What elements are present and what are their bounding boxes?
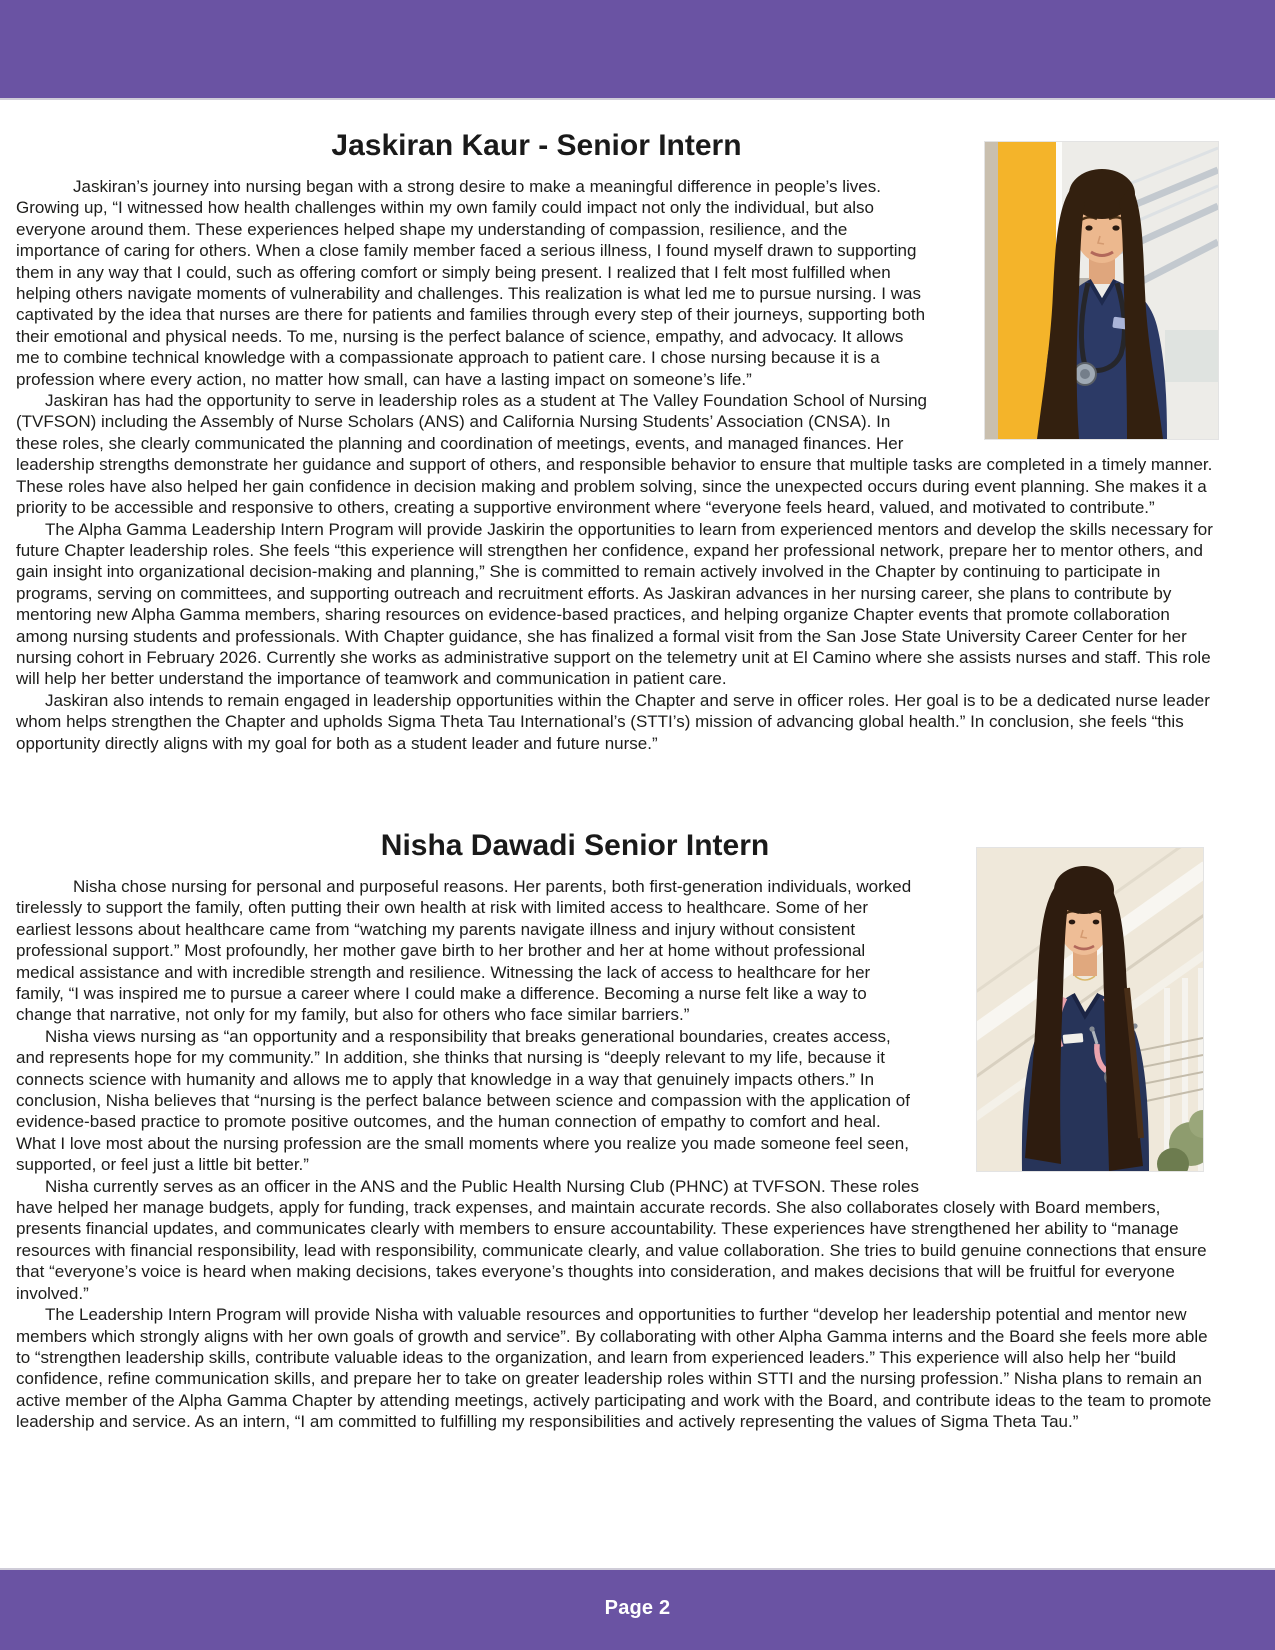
body-paragraph: Jaskiran also intends to remain engaged in leadership opportunities within the Chapter and serve in officer roles. Her goal is to be a dedicated nurse leader whom helps strengthen the Chapter and upholds Sigma Theta Tau International’s (STTI’s) mission of advancing global health.” In conclusion, she feels “this opportunity directly aligns with my goal for both as a student leader and future nurse.” — [16, 690, 1210, 753]
page-content — [0, 128, 1275, 1433]
profile-section-jaskiran — [16, 128, 1220, 754]
section-title-jaskiran: Jaskiran Kaur - Senior Intern — [331, 129, 742, 162]
page-number: Page 2 — [604, 1597, 671, 1619]
nisha-portrait-photo — [977, 848, 1203, 1171]
body-paragraph: The Alpha Gamma Leadership Intern Program will provide Jaskirin the opportunities to learn from experienced mentors and develop the skills necessary for future Chapter leadership roles. She feels “this experience will strengthen her confidence, expand her professional network, prepare her to mentor others, and gain insight into organizational decision-making and planning,” She is committed to remain actively involved in the Chapter by continuing to participate in programs, serving on committees, and supporting outreach and recruitment efforts. As Jaskiran advances in her nursing career, she plans to contribute by mentoring new Alpha Gamma members, sharing resources on evidence-based practices, and helping organize Chapter events that promote collaboration among nursing students and professionals. With Chapter guidance, she has finalized a formal visit from the San Jose State University Career Center for her nursing cohort in February 2026. Currently she works as administrative support on the telemetry unit at El Camino where she assists nurses and staff. This role will help her better understand the importance of teamwork and communication in patient care. — [16, 519, 1213, 689]
body-paragraph: Nisha chose nursing for personal and purposeful reasons. Her parents, both first-generation individuals, worked tirelessly to support the family, often putting their own health at risk with limited access to healthcare. Some of her earliest lessons about healthcare came from “watching my parents navigate illness and injury without consistent professional support.” Most profoundly, her mother gave birth to her brother and her at home without professional medical assistance and with incredible strength and resilience. Witnessing the lack of access to healthcare for her family, “I was inspired me to pursue a career where I could make a difference. Becoming a nurse felt like a way to change that narrative, not only for my family, but also for others who face similar barriers.” — [16, 876, 912, 1025]
footer-band — [0, 1568, 1275, 1650]
header-band — [0, 0, 1275, 100]
body-paragraph: Nisha views nursing as “an opportunity and a responsibility that breaks generational boundaries, creates access, and represents hope for my community.” In addition, she thinks that nursing is “deeply relevant to my life, because it connects science with humanity and allows me to apply that knowledge in a way that genuinely impacts others.” In conclusion, Nisha believes that “nursing is the perfect balance between science and compassion with the application of evidence-based practice to promote positive outcomes, and the human connection of empathy to comfort and heal. What I love most about the nursing profession are the small moments where you realize you made someone feel seen, supported, or feel just a little bit better.” — [16, 1026, 910, 1175]
body-paragraph: Jaskiran’s journey into nursing began with a strong desire to make a meaningful difference in people’s lives. Growing up, “I witnessed how health challenges within my own family could impact not only the individual, but also everyone around them. These experiences helped shape my understanding of compassion, resilience, and the importance of caring for others. When a close family member faced a serious illness, I found myself drawn to supporting them in any way that I could, such as offering comfort or simply being present. I realized that I felt most fulfilled when helping others navigate moments of vulnerability and challenges. This realization is what led me to pursue nursing. I was captivated by the idea that nurses are there for patients and families through every step of their journeys, supporting both their emotional and physical needs. To me, nursing is the perfect balance of science, empathy, and advocacy. It allows me to combine technical knowledge with a compassionate approach to patient care. I chose nursing because it is a profession where every action, no matter how small, can have a lasting impact on someone’s life.” — [16, 177, 926, 389]
section-title-nisha: Nisha Dawadi Senior Intern — [380, 828, 770, 862]
profile-section-nisha — [16, 828, 1220, 1433]
body-paragraph: The Leadership Intern Program will provide Nisha with valuable resources and opportunities to further “develop her leadership potential and mentor new members which strongly aligns with her own goals of growth and service”. By collaborating with other Alpha Gamma interns and the Board she feels more able to “strengthen leadership skills, contribute valuable ideas to the organization, and learn from experienced leaders.” This experience will also help her “build confidence, refine communication skills, and prepare her to take on greater leadership roles within STTI and the nursing profession.” Nisha plans to remain an active member of the Alpha Gamma Chapter by attending meetings, actively participating and work with the Board, and contribute ideas to the team to promote leadership and service. As an intern, “I am committed to fulfilling my responsibilities and actively representing the values of Sigma Theta Tau.” — [16, 1305, 1212, 1432]
jaskiran-portrait-photo — [985, 142, 1218, 439]
body-paragraph: Nisha currently serves as an officer in the ANS and the Public Health Nursing Club (PHNC) at TVFSON. These roles have helped her manage budgets, apply for funding, track expenses, and maintain accurate records. She also collaborates closely with Board members, presents financial updates, and communicates clearly with members to ensure accountability. These experiences have strengthened her ability to “manage resources with financial responsibility, lead with responsibility, communicate clearly, and value collaboration. She tries to build genuine connections that ensure that “everyone’s voice is heard when making decisions, takes everyone’s thoughts into consideration, and makes decisions that will be fruitful for everyone involved.” — [16, 1176, 1207, 1303]
body-paragraph: Jaskiran has had the opportunity to serve in leadership roles as a student at The Valley Foundation School of Nursing (TVFSON) including the Assembly of Nurse Scholars (ANS) and California Nursing Students’ Association (CNSA). In these roles, she clearly communicated the planning and coordination of meetings, events, and managed finances. Her leadership strengths demonstrate her guidance and support of others, and responsible behavior to ensure that multiple tasks are completed in a timely manner. These roles have also helped her gain confidence in decision making and problem solving, since the unexpected occurs during event planning. She makes it a priority to be accessible and responsive to others, creating a supportive environment where “everyone feels heard, valued, and motivated to contribute.” — [16, 391, 1213, 518]
